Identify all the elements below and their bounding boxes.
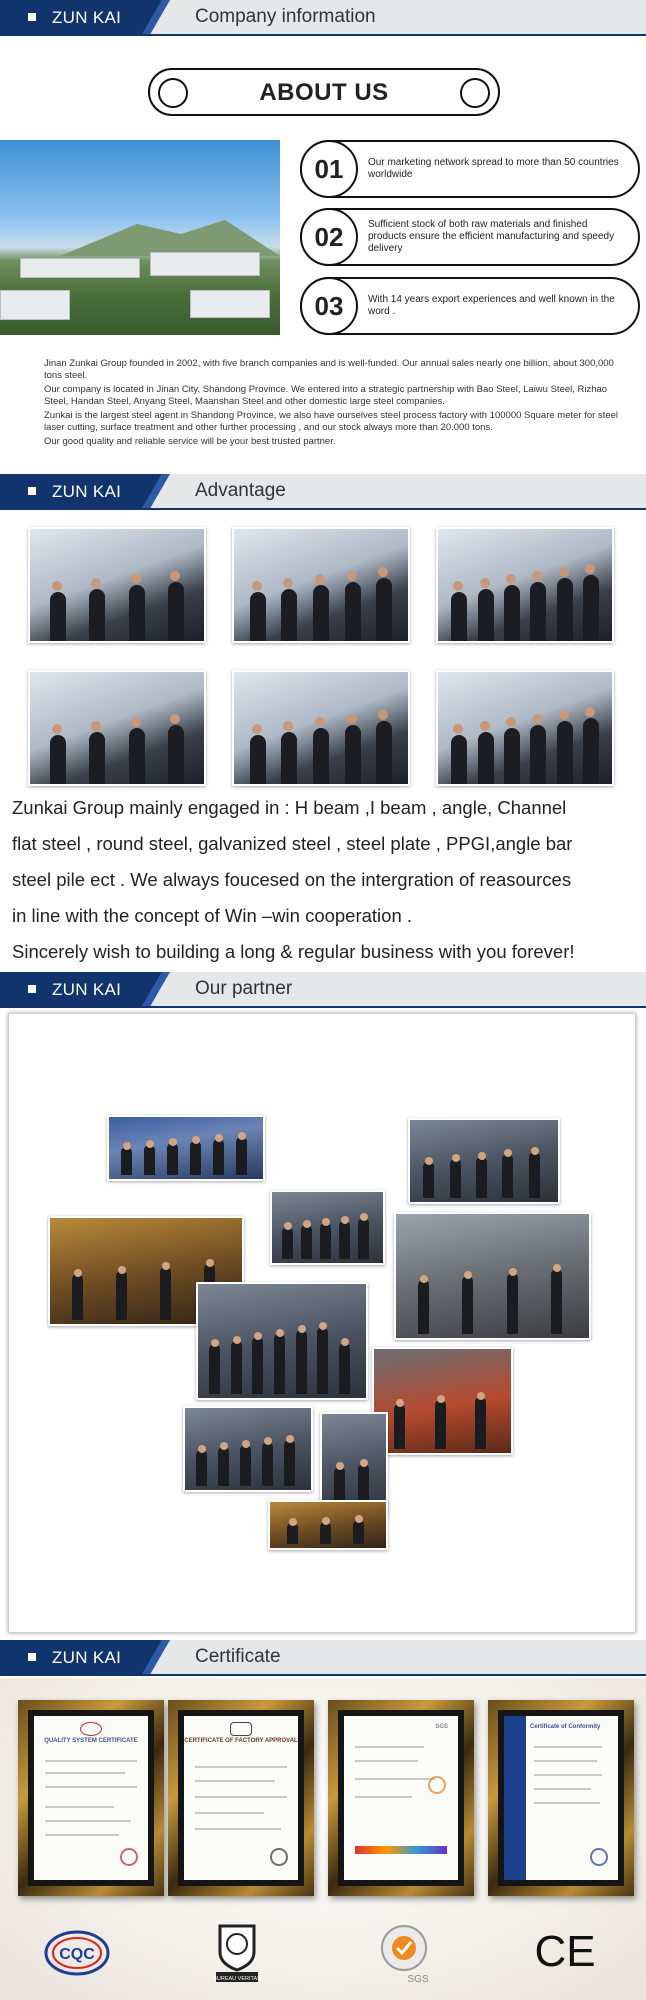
person-figure <box>116 1271 127 1320</box>
person-figure <box>530 725 546 784</box>
sgs-seal-icon <box>428 1776 446 1794</box>
person-head <box>264 1437 272 1445</box>
person-figure <box>476 1157 487 1198</box>
person-figure <box>478 589 494 641</box>
person-head <box>322 1517 330 1525</box>
square-bullet-icon <box>28 985 36 993</box>
person-figure <box>462 1276 473 1334</box>
person-head <box>91 721 101 731</box>
person-figure <box>451 592 467 641</box>
person-figure <box>301 1225 312 1259</box>
person-figure <box>296 1330 307 1394</box>
exhibition-photo <box>28 670 206 786</box>
section-title: Company information <box>195 6 376 27</box>
brand-label: ZUN KAI <box>52 8 122 27</box>
person-figure <box>236 1137 247 1175</box>
partner-photo <box>270 1190 385 1265</box>
person-figure <box>507 1273 518 1334</box>
person-head <box>453 581 463 591</box>
person-head <box>169 1138 177 1146</box>
person-figure <box>284 1440 295 1486</box>
person-figure <box>281 589 297 641</box>
person-figure <box>313 728 329 784</box>
about-paragraph: Our company is located in Jinan City, Shandong Province. We entered into a strategic partnership with Bao Steel, Laiwu Steel, Rizhao Steel, Handan Steel, Anyang Steel, Maanshan Steel and other domestic large steel companies. <box>44 384 608 407</box>
person-figure <box>358 1218 369 1259</box>
ce-mark-icon <box>590 1848 608 1866</box>
person-figure <box>168 725 184 784</box>
person-head <box>131 574 141 584</box>
person-figure <box>209 1344 220 1394</box>
partner-photo <box>394 1212 591 1340</box>
ce-logo-icon <box>534 1928 596 1977</box>
person-head <box>341 1216 349 1224</box>
person-head <box>233 1336 241 1344</box>
person-figure <box>339 1221 350 1259</box>
point-text: Our marketing network spread to more than 50 countries worldwide <box>368 157 619 180</box>
section-header-advantage <box>0 474 646 510</box>
person-head <box>478 1152 486 1160</box>
person-figure <box>281 732 297 784</box>
factory-photo <box>0 140 280 335</box>
person-head <box>283 721 293 731</box>
certificate-paper <box>344 1716 458 1880</box>
person-head <box>162 1262 170 1270</box>
person-head <box>360 1213 368 1221</box>
person-head <box>559 567 569 577</box>
square-bullet-icon <box>28 487 36 495</box>
person-head <box>464 1271 472 1279</box>
person-head <box>509 1268 517 1276</box>
person-head <box>355 1515 363 1523</box>
person-head <box>553 1264 561 1272</box>
person-head <box>254 1332 262 1340</box>
person-head <box>131 717 141 727</box>
exhibition-photo <box>232 670 410 786</box>
person-head <box>123 1142 131 1150</box>
person-head <box>289 1518 297 1526</box>
factory-building <box>150 252 260 276</box>
person-head <box>192 1136 200 1144</box>
person-figure <box>345 582 361 641</box>
advantage-line: in line with the concept of Win –win cooperation . <box>12 905 413 926</box>
person-head <box>480 578 490 588</box>
person-head <box>118 1266 126 1274</box>
about-paragraph: Zunkai is the largest steel agent in Shandong Province, we also have ourselves steel process factory with 100000 Square meter for steel laser cutting, surface treatment and other further processing , and our stock always more than 20.000 tons. <box>44 410 619 433</box>
certificate-frame <box>18 1700 164 1896</box>
person-head <box>396 1399 404 1407</box>
person-figure <box>345 725 361 784</box>
person-head <box>52 581 62 591</box>
person-figure <box>50 592 66 641</box>
advantage-line: Zunkai Group mainly engaged in : H beam ,I beam , angle, Channel <box>12 797 567 818</box>
about-point-2 <box>300 208 640 266</box>
ce-logo-text: CE <box>534 1928 596 1972</box>
person-figure <box>529 1152 540 1198</box>
person-head <box>198 1445 206 1453</box>
person-head <box>52 724 62 734</box>
about-point-3 <box>300 277 640 335</box>
certificate-frame <box>168 1700 314 1896</box>
person-head <box>170 714 180 724</box>
person-head <box>532 714 542 724</box>
square-bullet-icon <box>28 1653 36 1661</box>
person-head <box>286 1435 294 1443</box>
person-figure <box>376 578 392 641</box>
person-head <box>322 1218 330 1226</box>
factory-building <box>190 290 270 318</box>
mountain-shape <box>60 216 280 256</box>
person-figure <box>250 592 266 641</box>
person-figure <box>530 582 546 641</box>
cqc-logo-text: CQC <box>59 1946 95 1963</box>
person-figure <box>320 1522 331 1544</box>
person-figure <box>475 1397 486 1449</box>
person-figure <box>450 1159 461 1198</box>
person-head <box>238 1132 246 1140</box>
person-figure <box>451 735 467 784</box>
person-figure <box>196 1450 207 1486</box>
certificate-frame <box>328 1700 474 1896</box>
person-figure <box>250 735 266 784</box>
person-head <box>341 1338 349 1346</box>
person-head <box>336 1462 344 1470</box>
bureau-veritas-logo-icon <box>230 1722 252 1736</box>
point-number: 01 <box>300 140 358 198</box>
cqc-logo-icon <box>80 1722 102 1736</box>
brand-label: ZUN KAI <box>52 980 122 999</box>
person-head <box>585 564 595 574</box>
person-head <box>506 574 516 584</box>
person-head <box>283 578 293 588</box>
certificate-heading: Certificate of Conformity <box>530 1724 601 1730</box>
point-text: With 14 years export experiences and well known in the word . <box>368 294 615 317</box>
person-figure <box>190 1141 201 1175</box>
person-figure <box>89 732 105 784</box>
person-figure <box>423 1162 434 1198</box>
section-header-partner <box>0 972 646 1008</box>
person-figure <box>418 1280 429 1334</box>
person-head <box>215 1134 223 1142</box>
section-header-company <box>0 0 646 36</box>
section-title: Our partner <box>195 978 293 999</box>
person-head <box>319 1322 327 1330</box>
exhibition-photo <box>232 527 410 643</box>
advantage-text <box>12 790 642 970</box>
factory-building <box>0 290 70 320</box>
person-figure <box>313 585 329 641</box>
person-figure <box>287 1523 298 1544</box>
certificate-heading: SGS <box>435 1724 448 1730</box>
point-number: 02 <box>300 208 358 266</box>
person-figure <box>478 732 494 784</box>
point-number: 03 <box>300 277 358 335</box>
bureau-veritas-logo-text: BUREAU VERITAS <box>213 1976 261 1982</box>
person-head <box>378 567 388 577</box>
person-head <box>315 717 325 727</box>
section-title: Advantage <box>195 480 286 501</box>
certificate-side-band <box>504 1716 526 1880</box>
person-head <box>360 1459 368 1467</box>
person-figure <box>376 721 392 784</box>
person-figure <box>394 1404 405 1449</box>
person-figure <box>218 1447 229 1486</box>
brand-label: ZUN KAI <box>52 482 122 501</box>
person-figure <box>160 1267 171 1320</box>
person-head <box>284 1222 292 1230</box>
partner-photo <box>372 1347 513 1455</box>
person-head <box>303 1220 311 1228</box>
cqc-logo-icon <box>44 1930 110 1981</box>
person-figure <box>231 1341 242 1394</box>
person-figure <box>551 1269 562 1334</box>
person-figure <box>583 575 599 641</box>
person-head <box>220 1442 228 1450</box>
person-head <box>532 571 542 581</box>
person-head <box>298 1325 306 1333</box>
person-head <box>242 1440 250 1448</box>
certificate-paper <box>504 1716 618 1880</box>
advantage-line: steel pile ect . We always foucesed on the intergration of reasources <box>12 869 572 890</box>
person-figure <box>502 1154 513 1198</box>
person-figure <box>262 1442 273 1486</box>
about-paragraph: Our good quality and reliable service will be your best trusted partner. <box>44 436 336 447</box>
person-figure <box>121 1147 132 1175</box>
brand-label: ZUN KAI <box>52 1648 122 1667</box>
person-figure <box>504 585 520 641</box>
person-head <box>252 581 262 591</box>
person-figure <box>317 1327 328 1394</box>
partner-photo <box>107 1115 265 1181</box>
person-head <box>91 578 101 588</box>
person-head <box>452 1154 460 1162</box>
advantage-line: flat steel , round steel, galvanized steel , steel plate , PPGI,angle bar <box>12 833 573 854</box>
section-header-certificate <box>0 1640 646 1676</box>
person-head <box>146 1140 154 1148</box>
person-figure <box>50 735 66 784</box>
person-head <box>74 1269 82 1277</box>
person-figure <box>144 1145 155 1175</box>
person-head <box>206 1259 214 1267</box>
person-head <box>420 1275 428 1283</box>
square-bullet-icon <box>28 13 36 21</box>
certificate-heading: QUALITY SYSTEM CERTIFICATE <box>44 1738 138 1744</box>
person-figure <box>213 1139 224 1175</box>
person-figure <box>252 1337 263 1394</box>
person-head <box>506 717 516 727</box>
partner-photo <box>408 1118 560 1204</box>
person-figure <box>435 1400 446 1449</box>
person-figure <box>72 1274 83 1320</box>
certificate-frame <box>488 1700 634 1896</box>
about-description <box>44 358 624 451</box>
person-head <box>453 724 463 734</box>
person-head <box>477 1392 485 1400</box>
partner-photo <box>268 1500 388 1550</box>
exhibition-photo <box>28 527 206 643</box>
certificate-paper <box>34 1716 148 1880</box>
factory-building <box>20 258 140 278</box>
person-figure <box>583 718 599 784</box>
certificate-heading: CERTIFICATE OF FACTORY APPROVAL <box>184 1738 298 1744</box>
person-figure <box>320 1223 331 1259</box>
person-figure <box>353 1520 364 1544</box>
about-paragraph: Jinan Zunkai Group founded in 2002, with five branch companies and is well-funded. Our annual sales nearly one billion, about 300,000 tons steel. <box>44 358 614 381</box>
partner-photo <box>196 1282 368 1400</box>
person-head <box>211 1339 219 1347</box>
point-text: Sufficient stock of both raw materials and finished products ensure the efficient manufacturing and speedy delivery <box>368 219 615 254</box>
person-figure <box>339 1343 350 1394</box>
partner-photo <box>183 1406 313 1492</box>
person-head <box>480 721 490 731</box>
person-head <box>559 710 569 720</box>
person-head <box>315 574 325 584</box>
person-head <box>276 1329 284 1337</box>
person-head <box>347 714 357 724</box>
advantage-line: Sincerely wish to building a long & regular business with you forever! <box>12 941 575 962</box>
seal-icon <box>120 1848 138 1866</box>
person-head <box>504 1149 512 1157</box>
person-figure <box>167 1143 178 1175</box>
exhibition-photo <box>436 527 614 643</box>
person-figure <box>557 578 573 641</box>
bureau-veritas-logo-icon <box>212 1922 262 1989</box>
exhibition-photo <box>436 670 614 786</box>
person-figure <box>557 721 573 784</box>
person-head <box>437 1395 445 1403</box>
about-point-1 <box>300 140 640 198</box>
about-us-title: ABOUT US <box>259 79 389 106</box>
person-head <box>378 710 388 720</box>
person-figure <box>129 728 145 784</box>
sgs-logo-text: SGS <box>407 1974 429 1984</box>
person-figure <box>129 585 145 641</box>
signature-icon <box>270 1848 288 1866</box>
person-figure <box>240 1445 251 1486</box>
person-head <box>170 571 180 581</box>
certificate-paper <box>184 1716 298 1880</box>
person-figure <box>89 589 105 641</box>
person-head <box>425 1157 433 1165</box>
person-head <box>531 1147 539 1155</box>
section-title: Certificate <box>195 1646 281 1667</box>
sgs-logo-icon <box>372 1922 436 1989</box>
about-us-banner <box>148 68 500 116</box>
person-figure <box>504 728 520 784</box>
person-figure <box>274 1334 285 1394</box>
person-figure <box>282 1227 293 1259</box>
person-head <box>585 707 595 717</box>
person-head <box>347 571 357 581</box>
person-figure <box>168 582 184 641</box>
person-head <box>252 724 262 734</box>
